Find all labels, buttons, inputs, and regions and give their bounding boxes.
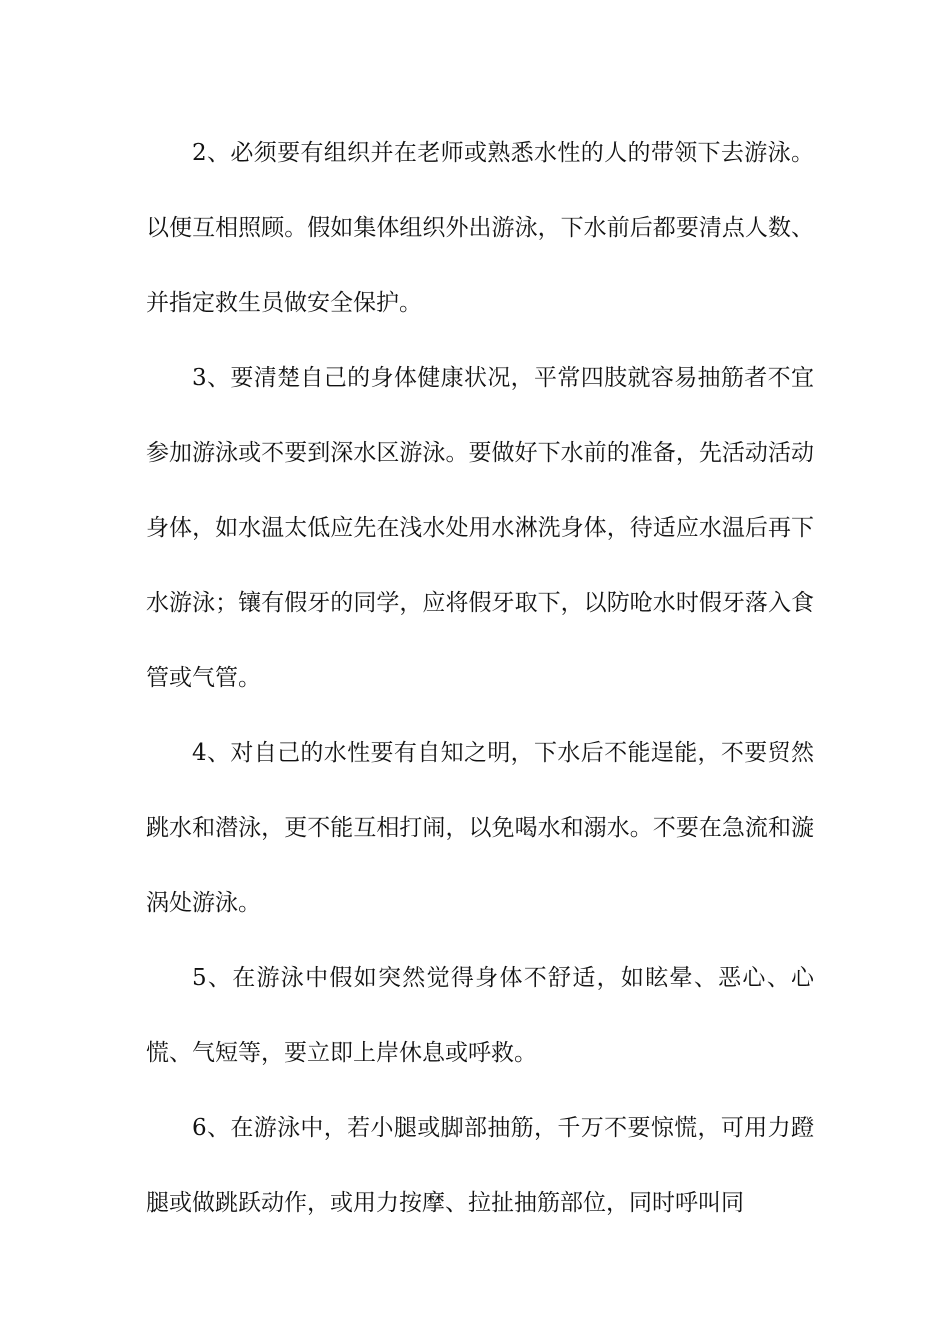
paragraph-item-5: 5、在游泳中假如突然觉得身体不舒适，如眩晕、恶心、心慌、气短等，要立即上岸休息或呼救。	[146, 965, 814, 1066]
paragraph-item-4: 4、对自己的水性要有自知之明，下水后不能逞能，不要贸然跳水和潜泳，更不能互相打闹，以免喝水和溺水。不要在急流和漩涡处游泳。	[146, 740, 814, 916]
paragraph-item-3: 3、要清楚自己的身体健康状况，平常四肢就容易抽筋者不宜参加游泳或不要到深水区游泳。要做好下水前的准备，先活动活动身体，如水温太低应先在浅水处用水淋洗身体，待适应水温后再下水游泳；镶有假牙的同学，应将假牙取下，以防呛水时假牙落入食管或气管。	[146, 365, 814, 691]
paragraph-item-2: 2、必须要有组织并在老师或熟悉水性的人的带领下去游泳。以便互相照顾。假如集体组织外出游泳，下水前后都要清点人数、并指定救生员做安全保护。	[146, 140, 814, 316]
paragraph-item-6: 6、在游泳中，若小腿或脚部抽筋，千万不要惊慌，可用力蹬腿或做跳跃动作，或用力按摩、拉扯抽筋部位，同时呼叫同	[146, 1115, 814, 1216]
